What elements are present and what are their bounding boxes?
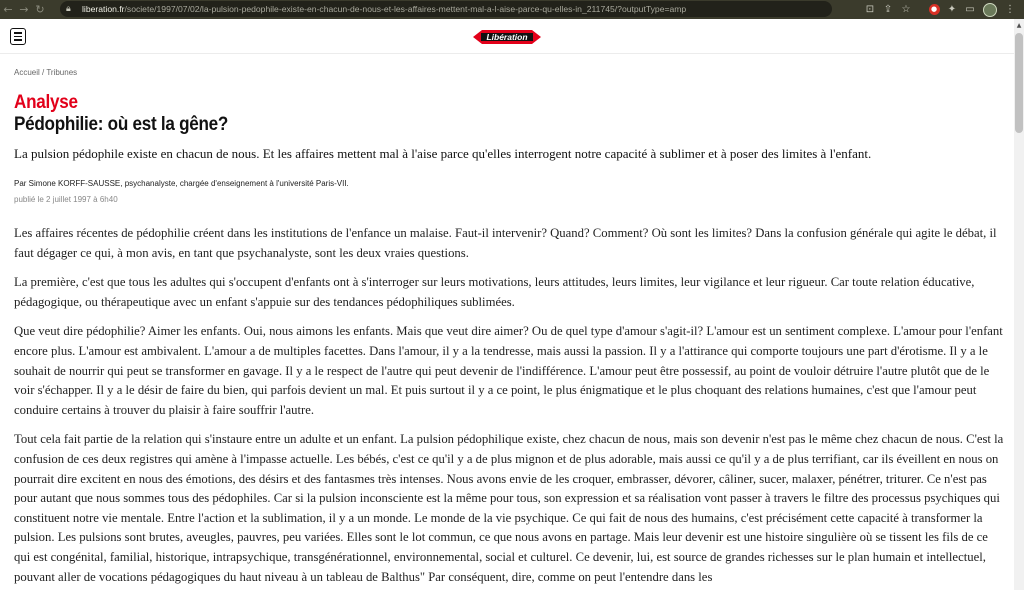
publication-date: publié le 2 juillet 1997 à 6h40 (14, 195, 118, 204)
forward-button[interactable] (16, 0, 32, 19)
menu-line-icon (14, 32, 22, 34)
article-paragraph: Tout cela fait partie de la relation qui s'instaure entre un adulte et un enfant. La pulsion pédophilique existe, chez chacun de nous, mais son devenir n'est pas le même chez chacun de nous. C'est la confusion de ces deux registres qui amène à l'impasse actuelle. Les bébés, c'est ce qu'il y a de plus mignon et de plus adorable, mais aussi ce qu'il y a de plus terrifiant, car ils éveillent en nous on pourrait dire excitent en nous des émotions, des désirs et des fantasmes très intenses. Nous avons envie de les croquer, embrasser, dévorer, câliner, sucer, malaxer, pénétrer, triturer. Ce n'est pas pour autant que nous sommes tous des pédophiles. Car si la pulsion inconsciente est la même pour tous, son expression et sa réalisation vont passer à travers le filtre des processus psychiques qui constituent notre vie mentale. Entre l'action et la sublimation, il y a un monde. Le monde de la vie psychique. Ce qui fait de nous des humains, c'est précisément cette capacité à transformer la pulsion. Les pulsions sont brutes, aveugles, pauvres, peu variées. Elles sont le lot commun, ce que nous avons en partage. Mais leur devenir est une histoire singulière où se tissent les fils de ce qui est congénital, familial, historique, intrapsychique, transgénérationnel, environnemental, social et culturel. Ce devenir, lui, est source de grandes richesses sur le plan humain et intellectuel, pouvant aller de vocations pédagogiques du haut niveau à un tableau de Balthus" Par conséquent, dire, comme on peut l'entendre dans les (14, 432, 1004, 584)
page-title: Pédophilie: où est la gêne? (14, 114, 229, 135)
browser-menu-icon[interactable]: ⋮ (1005, 4, 1015, 15)
side-panel-icon[interactable]: ▭ (965, 4, 975, 15)
article-body (14, 224, 1004, 597)
back-arrow-icon: ← (3, 3, 13, 16)
article-paragraph: Les affaires récentes de pédophilie créent dans les institutions de l'enfance un malaise. Faut-il intervenir? Quand? Comment? Où sont les limites? Dans la confusion générale qui agite le débat, il faut dégager ce qui, à mon avis, en tant que psychanalyste, sont les deux vraies questions. (14, 226, 997, 260)
liberation-logo[interactable] (473, 26, 541, 48)
profile-avatar-icon[interactable] (982, 0, 998, 19)
lock-icon: 🔒︎ (66, 4, 71, 14)
breadcrumb[interactable]: Accueil / Tribunes (14, 68, 78, 77)
article-lead: La pulsion pédophile existe en chacun de nous. Et les affaires mettent mal à l'aise parce qu'elles interrogent notre capacité à sublimer et à poser des limites à l'enfant. (14, 146, 872, 161)
url-path: /societe/1997/07/02/la-pulsion-pedophile-existe-en-chacun-de-nous-et-les-affaires-mettent-mal-a-l-aise-parce-qu-elles-in_211745/?outputType=amp (124, 4, 687, 14)
forward-arrow-icon: → (19, 3, 29, 16)
article-kicker: Analyse (14, 92, 78, 113)
address-bar[interactable] (60, 1, 832, 17)
article-byline: Par Simone KORFF-SAUSSE, psychanalyste, chargée d'enseignement à l'université Paris-VII. (14, 179, 349, 188)
reload-button[interactable] (32, 0, 48, 19)
url-text (82, 4, 686, 14)
scroll-up-arrow-icon[interactable]: ▲ (1016, 22, 1022, 29)
bookmark-star-icon[interactable]: ☆ (901, 4, 911, 15)
hamburger-menu-button[interactable] (10, 28, 26, 45)
reload-icon: ↻ (35, 3, 45, 16)
share-icon[interactable]: ⇪ (883, 4, 893, 15)
page-scrollbar[interactable] (1014, 19, 1024, 590)
extensions-puzzle-icon[interactable]: ✦ (947, 4, 957, 15)
menu-line-icon (14, 36, 22, 38)
menu-line-icon (14, 39, 22, 41)
back-button[interactable] (0, 0, 16, 19)
url-host: liberation.fr (82, 4, 125, 14)
translate-icon[interactable]: ⊡ (865, 4, 875, 15)
browser-toolbar (0, 0, 1024, 19)
article-paragraph: La première, c'est que tous les adultes qui s'occupent d'enfants ont à s'interroger sur leurs motivations, leurs attitudes, leurs limites, leur vigilance et leur rigueur. Car toute relation éducative, pédagogique, ou thérapeutique avec un enfant s'appuie sur des tendances pédophiliques sublimées. (14, 275, 975, 309)
scrollbar-thumb[interactable] (1015, 33, 1023, 133)
logo-text: Libération (486, 32, 528, 42)
article-paragraph: Que veut dire pédophilie? Aimer les enfants. Oui, nous aimons les enfants. Mais que veut dire aimer? Ou de quel type d'amour s'agit-il? L'amour est un sentiment complexe. L'amour pour l'enfant encore plus. L'amour est ambivalent. L'amour a de multiples facettes. Dans l'amour, il y a la tendresse, mais aussi la passion. Il y a l'attirance qui comporte toujours une part d'érotisme. Il y a le souhait de nourrir qui peut se transformer en gavage. Il y a le respect de l'autre qui peut devenir de l'indifférence. L'amour peut être possessif, au point de vouloir détruire l'autre plutôt que de le voir s'échapper. Il y a le désir de faire du bien, qui parfois devient un mal. Et puis surtout il y a ce point, le plus énigmatique et le plus choquant des relations humaines, c'est que l'amour peut conduire certains à trouver du plaisir à faire souffrir l'autre. (14, 324, 1003, 417)
extension-red-icon[interactable]: ● (926, 0, 942, 19)
